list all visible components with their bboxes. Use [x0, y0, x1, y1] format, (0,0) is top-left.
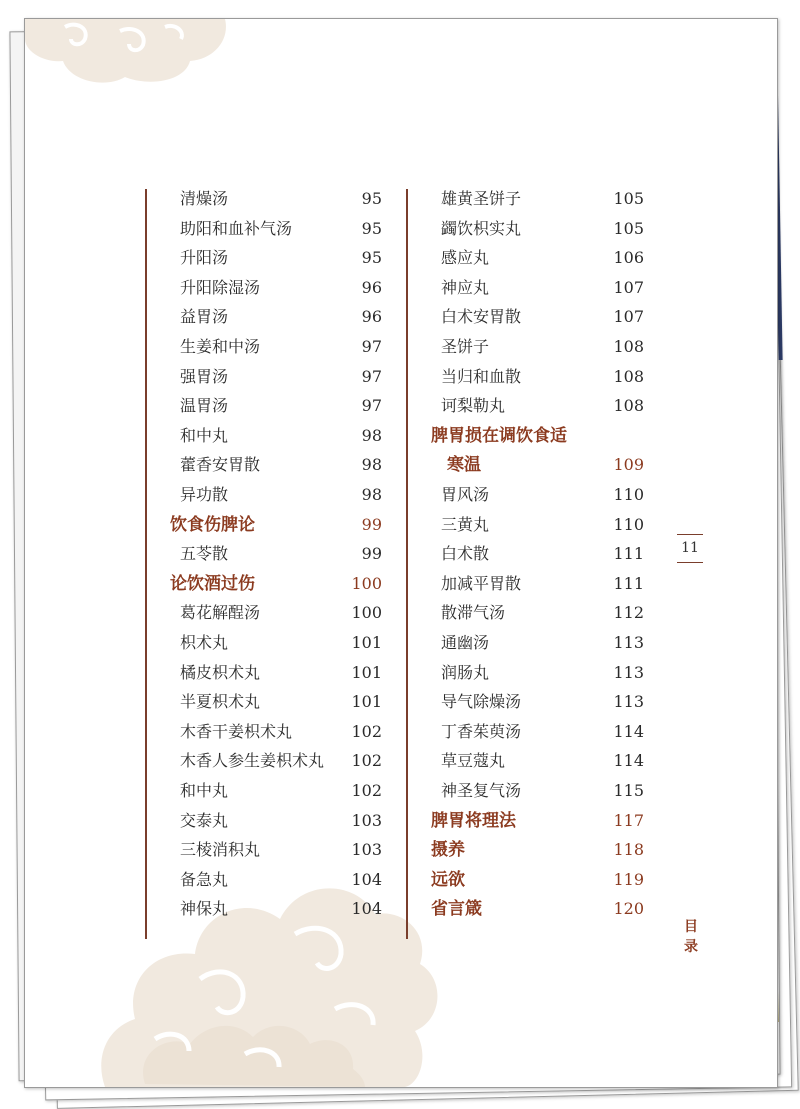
toc-entry-title: 脾胃将理法 — [431, 810, 516, 831]
toc-entry-page: 95 — [361, 218, 382, 238]
toc-entry-title: 藿香安胃散 — [180, 455, 261, 475]
toc-entry-page: 108 — [613, 396, 644, 416]
toc-entry-page: 99 — [361, 544, 382, 564]
toc-entry — [431, 332, 644, 362]
toc-entry — [170, 450, 382, 480]
toc-entry-page: 97 — [361, 337, 382, 356]
toc-entry-title: 木香人参生姜枳术丸 — [180, 751, 325, 771]
toc-entry-title: 枳术丸 — [180, 633, 229, 652]
toc-entry — [170, 746, 382, 776]
toc-entry — [431, 569, 644, 599]
toc-entry — [431, 510, 644, 540]
toc-entry-page: 113 — [613, 633, 644, 652]
toc-entry-page: 115 — [613, 781, 644, 800]
toc-entry — [170, 658, 382, 688]
toc-entry-title: 橘皮枳术丸 — [180, 662, 261, 682]
toc-entry-page: 97 — [361, 366, 382, 386]
toc-entry-page: 118 — [613, 840, 644, 860]
toc-entry-page: 106 — [613, 248, 644, 268]
toc-entry-title: 论饮酒过伤 — [170, 573, 255, 594]
toc-entry-title: 圣饼子 — [441, 337, 490, 356]
toc-entry-page: 96 — [361, 277, 382, 297]
toc-entry-title: 和中丸 — [180, 425, 229, 445]
toc-entry — [431, 717, 644, 747]
toc-entry-title: 胃风汤 — [441, 485, 490, 504]
toc-entry-page: 102 — [351, 721, 382, 741]
toc-entry-page: 101 — [351, 633, 382, 652]
side-title-char: 目 — [684, 919, 698, 935]
toc-entry — [170, 184, 382, 214]
side-title-char: 录 — [684, 939, 698, 955]
toc-entry-title: 导气除燥汤 — [441, 692, 522, 712]
toc-entry-page: 105 — [613, 189, 644, 208]
toc-section-heading — [431, 835, 644, 865]
toc-entry — [431, 302, 644, 332]
toc-entry-title: 神保丸 — [180, 899, 229, 919]
toc-entry-title: 葛花解酲汤 — [180, 603, 261, 623]
toc-entry-page: 98 — [361, 485, 382, 504]
toc-page — [24, 18, 778, 1088]
toc-entry-title: 诃梨勒丸 — [441, 396, 506, 416]
toc-entry-title: 助阳和血补气汤 — [180, 218, 293, 238]
toc-entry-title: 白术散 — [441, 544, 490, 564]
toc-entry-page: 95 — [361, 189, 382, 208]
toc-entry-page: 105 — [613, 218, 644, 238]
toc-section-heading — [431, 865, 644, 895]
toc-entry — [431, 184, 644, 214]
right-column-rule — [406, 189, 408, 939]
toc-right-column — [431, 184, 644, 934]
page-number: 11 — [677, 534, 703, 563]
toc-entry-page: 114 — [613, 721, 644, 741]
toc-entry — [431, 362, 644, 392]
left-column-rule — [145, 189, 147, 939]
toc-entry-page: 101 — [351, 692, 382, 712]
toc-entry-title: 蠲饮枳实丸 — [441, 218, 522, 238]
toc-entry — [170, 894, 382, 924]
toc-entry-title: 饮食伤脾论 — [170, 514, 255, 535]
toc-entry-page: 117 — [613, 810, 644, 830]
toc-entry-title: 生姜和中汤 — [180, 337, 261, 356]
toc-entry-title: 散滞气汤 — [441, 603, 506, 623]
toc-entry-title: 和中丸 — [180, 781, 229, 800]
toc-entry-page: 111 — [613, 544, 644, 564]
toc-entry-title: 升阳汤 — [180, 248, 229, 268]
toc-entry-page: 95 — [361, 248, 382, 268]
toc-entry-page: 120 — [613, 899, 644, 919]
toc-section-heading — [431, 806, 644, 836]
toc-entry-page: 104 — [351, 869, 382, 889]
toc-entry — [431, 243, 644, 273]
toc-entry — [170, 628, 382, 658]
toc-entry-title: 益胃汤 — [180, 307, 229, 327]
toc-entry-title: 脾胃损在调饮食适 — [431, 425, 567, 446]
toc-entry-page: 108 — [613, 366, 644, 386]
toc-entry — [431, 658, 644, 688]
toc-entry-page: 113 — [613, 662, 644, 682]
toc-entry-page: 100 — [351, 573, 382, 593]
toc-entry-title: 丁香茱萸汤 — [441, 721, 522, 741]
toc-entry-title: 远欲 — [431, 869, 465, 890]
toc-entry-title: 通幽汤 — [441, 633, 490, 652]
toc-entry-page: 96 — [361, 307, 382, 327]
toc-entry-page: 112 — [613, 603, 644, 623]
toc-entry — [170, 243, 382, 273]
toc-entry-title: 备急丸 — [180, 869, 229, 889]
toc-entry-title: 润肠丸 — [441, 662, 490, 682]
toc-entry — [431, 776, 644, 806]
toc-entry-title: 草豆蔻丸 — [441, 751, 506, 771]
toc-entry-page: 103 — [351, 840, 382, 860]
toc-entry-page: 114 — [613, 751, 644, 771]
toc-entry — [431, 687, 644, 717]
toc-entry-page: 97 — [361, 396, 382, 416]
toc-entry — [170, 421, 382, 451]
toc-entry-page: 110 — [613, 514, 644, 534]
toc-entry-title: 白术安胃散 — [441, 307, 522, 327]
toc-entry — [431, 480, 644, 510]
toc-entry-page: 108 — [613, 337, 644, 356]
toc-entry-page: 103 — [351, 810, 382, 830]
toc-entry — [170, 480, 382, 510]
toc-entry-title: 感应丸 — [441, 248, 490, 268]
toc-entry — [170, 332, 382, 362]
toc-entry-page: 101 — [351, 662, 382, 682]
toc-entry-page: 113 — [613, 692, 644, 712]
toc-entry — [431, 273, 644, 303]
toc-entry-title: 三棱消积丸 — [180, 840, 261, 860]
toc-entry-page: 107 — [613, 307, 644, 327]
toc-entry — [431, 391, 644, 421]
toc-entry — [170, 865, 382, 895]
toc-section-heading — [431, 450, 644, 480]
toc-entry-page: 119 — [613, 869, 644, 889]
toc-entry — [431, 746, 644, 776]
toc-entry — [170, 598, 382, 628]
toc-entry-page: 111 — [613, 573, 644, 593]
toc-entry — [170, 806, 382, 836]
toc-entry — [431, 539, 644, 569]
toc-entry-title: 加减平胃散 — [441, 573, 522, 593]
toc-section-heading — [431, 894, 644, 924]
toc-entry-title: 当归和血散 — [441, 366, 522, 386]
toc-entry — [431, 598, 644, 628]
toc-entry — [170, 362, 382, 392]
toc-entry-page: 100 — [351, 603, 382, 623]
toc-entry — [431, 214, 644, 244]
toc-entry-title: 省言箴 — [431, 899, 482, 920]
toc-entry-title: 半夏枳术丸 — [180, 692, 261, 712]
toc-entry-title: 木香干姜枳术丸 — [180, 721, 293, 741]
toc-entry-title: 清燥汤 — [180, 189, 229, 208]
toc-entry-title: 神圣复气汤 — [441, 781, 522, 800]
cloud-decoration-top — [25, 19, 245, 89]
toc-entry-page: 107 — [613, 277, 644, 297]
toc-entry-title: 摄养 — [431, 840, 465, 861]
toc-entry-title: 寒温 — [447, 455, 481, 476]
toc-entry-title: 温胃汤 — [180, 396, 229, 416]
toc-entry-title: 强胃汤 — [180, 366, 229, 386]
toc-entry — [170, 391, 382, 421]
toc-section-heading — [431, 421, 644, 451]
toc-entry-title: 五苓散 — [180, 544, 229, 564]
toc-left-column — [170, 184, 382, 934]
toc-entry-page: 102 — [351, 751, 382, 771]
toc-entry-page: 98 — [361, 425, 382, 445]
toc-entry — [170, 273, 382, 303]
toc-entry — [170, 539, 382, 569]
toc-entry-title: 神应丸 — [441, 277, 490, 297]
toc-entry-page: 98 — [361, 455, 382, 475]
toc-entry-page: 99 — [361, 514, 382, 534]
toc-entry-title: 雄黄圣饼子 — [441, 189, 522, 208]
toc-entry-page: 110 — [613, 485, 644, 504]
toc-entry — [170, 835, 382, 865]
toc-entry-page: 102 — [351, 781, 382, 800]
toc-entry — [431, 628, 644, 658]
toc-entry — [170, 776, 382, 806]
side-title — [683, 917, 699, 957]
toc-entry-title: 异功散 — [180, 485, 229, 504]
toc-section-heading — [170, 569, 382, 599]
toc-entry-title: 三黄丸 — [441, 514, 490, 534]
toc-entry-title: 交泰丸 — [180, 810, 229, 830]
toc-entry — [170, 302, 382, 332]
toc-entry-title: 升阳除湿汤 — [180, 277, 261, 297]
toc-entry — [170, 687, 382, 717]
toc-entry-page: 104 — [351, 899, 382, 919]
toc-section-heading — [170, 510, 382, 540]
toc-entry-page: 109 — [613, 455, 644, 475]
toc-entry — [170, 214, 382, 244]
toc-entry — [170, 717, 382, 747]
